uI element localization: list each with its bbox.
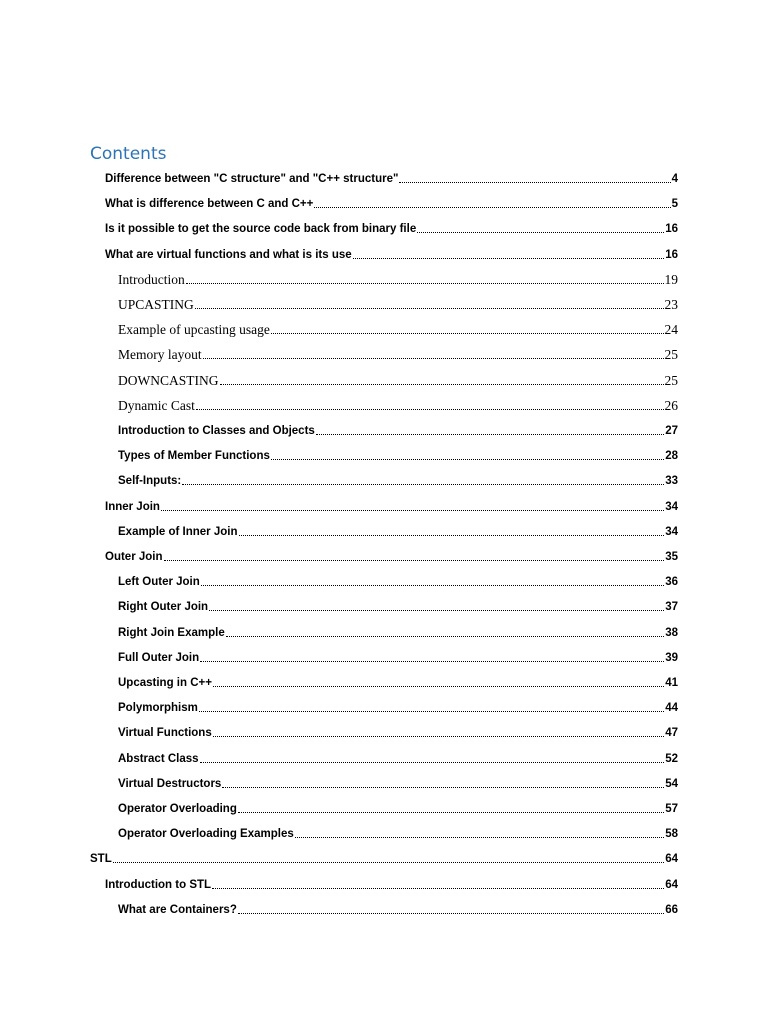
toc-entry-title: Upcasting in C++ — [118, 677, 212, 689]
toc-entry-page-number: 57 — [665, 803, 678, 815]
dot-leader — [271, 459, 664, 460]
toc-entry[interactable] — [118, 444, 678, 464]
toc-entry[interactable] — [118, 772, 678, 792]
dot-leader — [417, 232, 664, 233]
toc-entry[interactable] — [118, 394, 678, 414]
toc-entry-page-number: 27 — [665, 425, 678, 437]
toc-entry-title: Example of Inner Join — [118, 525, 238, 538]
toc-entry-page-number: 37 — [665, 601, 678, 614]
dot-leader — [314, 207, 670, 208]
dot-leader — [295, 837, 664, 838]
toc-entry-page-number: 28 — [665, 450, 678, 463]
toc-entry-page-number: 54 — [665, 777, 678, 790]
toc-entry-page-number: 66 — [665, 903, 678, 916]
toc-entry-title: Introduction to Classes and Objects — [118, 425, 315, 437]
toc-entry[interactable] — [118, 696, 678, 716]
toc-entry-page-number: 33 — [665, 475, 678, 488]
dot-leader — [200, 762, 665, 763]
dot-leader — [316, 434, 664, 435]
toc-entry-page-number: 64 — [665, 878, 678, 891]
toc-entry-title: UPCASTING — [118, 297, 194, 312]
dot-leader — [238, 812, 664, 813]
toc-entry-page-number: 38 — [665, 626, 678, 639]
toc-entry-title: Virtual Functions — [118, 727, 212, 740]
toc-entry-page-number: 5 — [671, 198, 678, 211]
toc-entry-page-number: 36 — [665, 576, 678, 589]
toc-entry[interactable] — [118, 797, 678, 817]
toc-entry-title: Outer Join — [105, 551, 163, 563]
toc-entry-title: Dynamic Cast — [118, 397, 195, 413]
toc-entry-title: Example of upcasting usage — [118, 322, 270, 338]
dot-leader — [353, 258, 665, 259]
toc-entry-title: Difference between "C structure" and "C++ structure" — [105, 173, 399, 185]
toc-entry[interactable] — [118, 898, 678, 918]
toc-entry-title: Self-Inputs: — [118, 475, 182, 488]
dot-leader — [113, 862, 664, 863]
toc-entry-title: Introduction to STL — [105, 878, 212, 891]
toc-entry[interactable] — [118, 570, 678, 590]
dot-leader — [226, 636, 664, 637]
toc-entry-title: Left Outer Join — [118, 576, 200, 589]
toc-entry-title: Full Outer Join — [118, 651, 200, 664]
toc-entry-title: Inner Join — [105, 500, 160, 513]
dot-leader — [195, 308, 664, 309]
dot-leader — [161, 510, 664, 511]
dot-leader — [222, 787, 664, 788]
toc-entry-page-number: 41 — [665, 677, 678, 689]
toc-entry-title: Memory layout — [118, 347, 202, 363]
toc-entry[interactable] — [118, 268, 678, 288]
toc-entry-page-number: 16 — [665, 248, 678, 261]
dot-leader — [186, 283, 664, 284]
toc-entry-title: DOWNCASTING — [118, 372, 219, 388]
toc-entry[interactable] — [105, 243, 678, 263]
dot-leader — [212, 888, 664, 889]
dot-leader — [213, 686, 664, 687]
dot-leader — [213, 736, 664, 737]
toc-entry-page-number: 34 — [665, 525, 678, 538]
toc-entry-page-number: 16 — [665, 223, 678, 236]
toc-entry-page-number: 24 — [664, 322, 678, 338]
toc-entry-title: Polymorphism — [118, 702, 198, 715]
toc-entry-page-number: 25 — [664, 372, 678, 388]
toc-entry[interactable] — [105, 217, 678, 237]
toc-entry-page-number: 4 — [671, 173, 678, 185]
toc-entry[interactable] — [118, 343, 678, 363]
toc-entry-page-number: 39 — [665, 651, 678, 664]
toc-entry[interactable] — [90, 847, 678, 867]
toc-entry[interactable] — [118, 721, 678, 741]
toc-entry[interactable] — [118, 822, 678, 842]
dot-leader — [238, 913, 664, 914]
toc-entry-title: Types of Member Functions — [118, 450, 270, 463]
toc-entry[interactable] — [118, 747, 678, 767]
toc-entry-page-number: 44 — [665, 702, 678, 715]
dot-leader — [203, 358, 664, 359]
toc-entry-title: Right Join Example — [118, 626, 225, 639]
dot-leader — [182, 484, 664, 485]
dot-leader — [196, 409, 664, 410]
toc-entry[interactable] — [118, 318, 678, 338]
toc-entry-page-number: 35 — [665, 551, 678, 563]
toc-heading: Contents — [90, 144, 167, 164]
dot-leader — [399, 182, 670, 183]
toc-entry-page-number: 52 — [665, 752, 678, 765]
toc-entry[interactable] — [105, 192, 678, 212]
toc-entry[interactable] — [118, 520, 678, 540]
toc-entry-title: What are Containers? — [118, 903, 237, 916]
dot-leader — [164, 560, 665, 561]
dot-leader — [239, 535, 665, 536]
toc-entry-page-number: 23 — [664, 297, 678, 312]
toc-entry[interactable] — [118, 293, 678, 313]
toc-entry-title: Operator Overloading — [118, 803, 237, 815]
toc-entry-page-number: 19 — [664, 271, 678, 287]
toc-entry[interactable] — [105, 873, 678, 893]
dot-leader — [201, 585, 664, 586]
toc-entry-page-number: 34 — [665, 500, 678, 513]
toc-entry-title: What is difference between C and C++ — [105, 198, 314, 211]
toc-entry-title: Right Outer Join — [118, 601, 209, 614]
dot-leader — [200, 661, 664, 662]
toc-entry-page-number: 26 — [664, 397, 678, 413]
dot-leader — [199, 711, 664, 712]
toc-entry-title: Abstract Class — [118, 752, 199, 765]
toc-entry-page-number: 58 — [665, 828, 678, 841]
toc-entry[interactable] — [118, 469, 678, 489]
toc-entry-page-number: 47 — [665, 727, 678, 740]
dot-leader — [271, 333, 664, 334]
toc-entry[interactable] — [118, 419, 678, 439]
toc-entry-title: Operator Overloading Examples — [118, 828, 294, 841]
toc-entry[interactable] — [105, 545, 678, 565]
toc-entry[interactable] — [105, 495, 678, 515]
toc-entry[interactable] — [118, 671, 678, 691]
toc-entry-page-number: 25 — [664, 347, 678, 363]
toc-entry[interactable] — [118, 621, 678, 641]
toc-entry[interactable] — [118, 595, 678, 615]
toc-entry-title: Virtual Destructors — [118, 777, 222, 790]
toc-entry[interactable] — [105, 167, 678, 187]
toc-entry-title: What are virtual functions and what is its use — [105, 248, 352, 261]
toc-entry[interactable] — [118, 646, 678, 666]
toc-entry-title: Is it possible to get the source code back from binary file — [105, 223, 417, 236]
toc-entry-page-number: 64 — [665, 853, 678, 866]
toc-entry-title: STL — [90, 853, 112, 866]
dot-leader — [220, 384, 664, 385]
toc-entry[interactable] — [118, 369, 678, 389]
dot-leader — [209, 610, 664, 611]
toc-entry-title: Introduction — [118, 271, 185, 287]
